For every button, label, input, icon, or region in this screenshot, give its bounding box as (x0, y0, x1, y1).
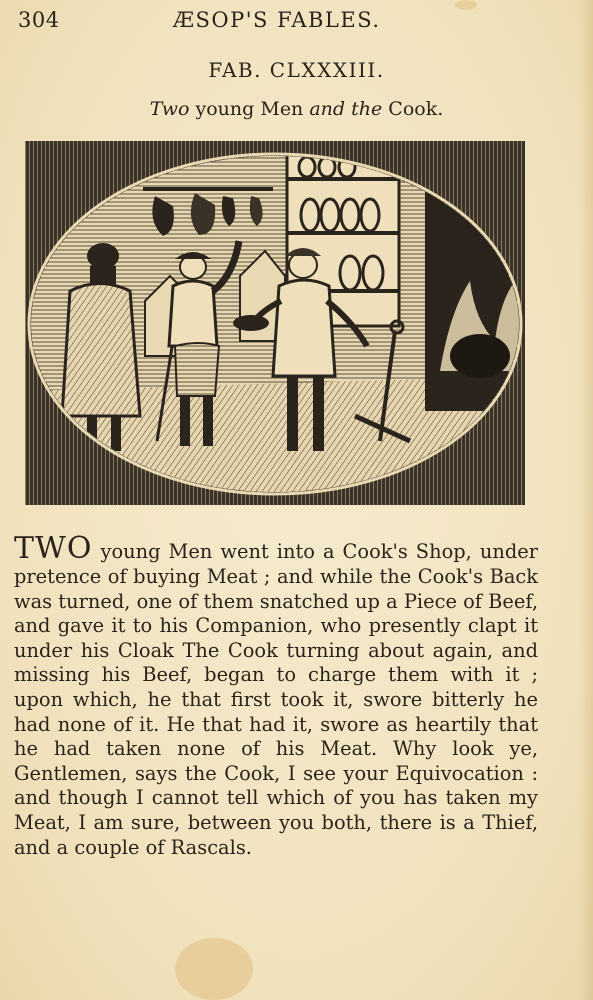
subtitle-italic-two: Two (149, 98, 190, 120)
fable-body (14, 531, 538, 860)
page-number: 304 (18, 8, 60, 32)
fable-subtitle (0, 98, 593, 120)
page-fold-shadow (579, 0, 593, 1000)
opening-word: TWO (14, 531, 93, 567)
running-head (18, 6, 578, 40)
woodcut-illustration-icon (25, 141, 525, 505)
subtitle-italic-and-the: and the (309, 98, 383, 120)
fable-body-text: young Men went into a Cook's Shop, under pretence of buying Meat ; and while the Cook's Back was turned, one of them snatched up a Piece of Beef, and gave it to his Companion, who presently clapt it under his Cloak The Cook turning about again, and missing his Beef, began to charge them with it ; upon which, he that first took it, swore bitterly he had none of it. He that had it, swore as heartily that he had taken none of his Meat. Why look ye, Gentlemen, says the Cook, I see your Equivocation : and though I cannot tell which of you has taken my Meat, I am sure, between you both, there is a Thief, and a couple of Rascals. (14, 540, 538, 859)
subtitle-men: Men (260, 98, 304, 120)
fable-number: FAB. CLXXXIII. (208, 58, 385, 82)
subtitle-young: young (195, 98, 255, 120)
subtitle-cook: Cook. (388, 98, 444, 120)
paper-stain (175, 938, 253, 1000)
book-title: ÆSOP'S FABLES. (173, 8, 381, 32)
